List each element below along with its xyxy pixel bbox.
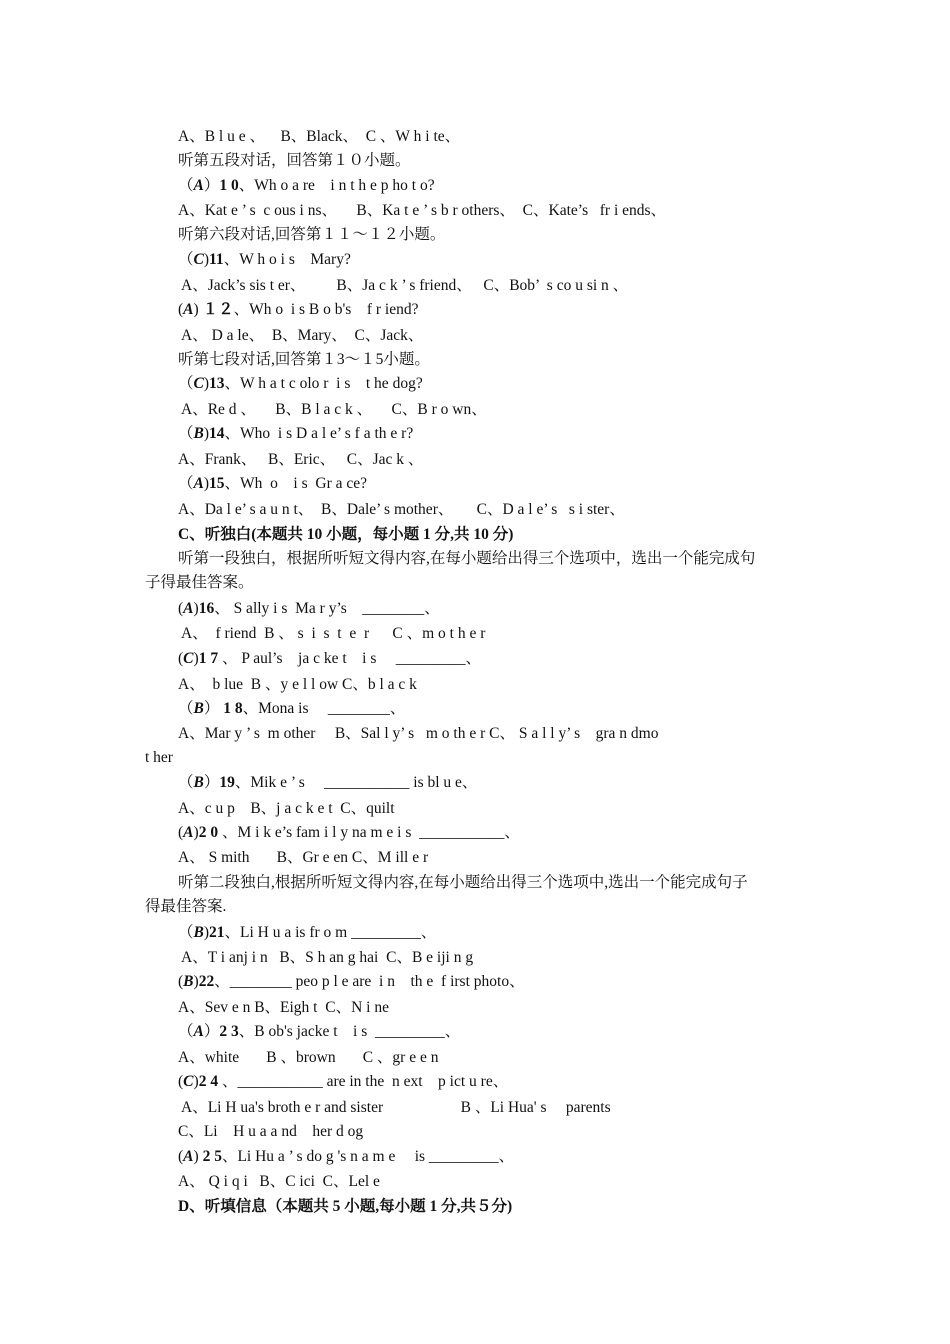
options-q9: A、B l u e 、 B、Black、 C 、W h i te、 — [178, 128, 461, 145]
options-q20: A、 S mith B、Gr e en C、M ill e r — [178, 849, 429, 866]
answer-mark: A — [193, 475, 204, 492]
options-q15: A、Da l e’ s a u n t、 B、Dale’ s mother、 C、D a l e’ s s i ster、 — [178, 501, 625, 518]
question-25: (A) 2 5、Li Hu a ’ s do g 's n a m e is _________、 — [178, 1148, 515, 1165]
question-12: (A) １２、Wh o i s B o b's f r iend? — [178, 301, 419, 318]
instruction-dialog-5: 听第五段对话，回答第１０小题。 — [178, 152, 411, 169]
question-17: (C)1 7 、 P aul’s ja c ke t i s _________、 — [178, 650, 481, 667]
question-24: (C)2 4 、___________ are in the n ext p ict u re、 — [178, 1073, 509, 1090]
question-23: （A）2 3、B ob's jacke t i s _________、 — [178, 1023, 461, 1040]
options-q24-ab: A、Li H ua's broth e r and sister B 、Li Hua' s parents — [178, 1099, 611, 1116]
answer-mark: B — [193, 774, 204, 791]
options-q18-cont: t her — [145, 749, 173, 766]
options-q11: A、Jack’s sis t er、 B、Ja c k ’ s friend、 C、Bob’ s co u si n 、 — [178, 277, 629, 294]
options-q16: A、 f riend B 、 s i s t e r C 、m o t h e r — [178, 625, 486, 642]
question-20: (A)2 0 、M i k e’s fam i l y na m e i s ___________、 — [178, 824, 520, 841]
answer-mark: C — [183, 1073, 194, 1090]
answer-mark: C — [193, 251, 204, 268]
instruction-dialog-7: 听第七段对话,回答第１3～１5小题。 — [178, 351, 430, 368]
answer-mark: A — [183, 1148, 194, 1165]
instruction-monologue-2: 听第二段独白,根据所听短文得内容,在每小题给出得三个选项中,选出一个能完成句子 — [178, 874, 748, 891]
question-22: (B)22、________ peo p l e are i n th e f irst photo、 — [178, 973, 525, 990]
question-14: （B)14、Who i s D a l e’ s f a th e r? — [178, 425, 414, 442]
instruction-monologue-1-cont: 子得最佳答案。 — [145, 574, 254, 591]
answer-mark: A — [193, 1023, 204, 1040]
question-21: （B)21、Li H u a is fr o m _________、 — [178, 924, 437, 941]
options-q10: A、Kat e ’ s c ous i ns、 B、Ka t e ’ s b r others、 C、Kate’s fr i ends、 — [178, 202, 667, 219]
question-16: (A)16、 S ally i s Ma r y’s ________、 — [178, 600, 440, 617]
options-q23: A、white B 、brown C 、gr e e n — [178, 1049, 439, 1066]
instruction-dialog-6: 听第六段对话,回答第１１～１２小题。 — [178, 226, 446, 243]
question-10: （A）1 0、Wh o a re i n t h e p ho t o? — [178, 177, 435, 194]
answer-mark: C — [183, 650, 194, 667]
options-q13: A、Re d 、 B、B l a c k 、 C、B r o wn、 — [178, 401, 487, 418]
answer-mark: B — [183, 973, 194, 990]
answer-mark: A — [193, 177, 204, 194]
section-c-heading: C、听独白(本题共 10 小题，每小题 1 分,共 10 分) — [178, 526, 514, 543]
question-15: （A)15、Wh o i s Gr a ce? — [178, 475, 367, 492]
answer-mark: A — [183, 301, 194, 318]
instruction-monologue-2-cont: 得最佳答案. — [145, 898, 227, 915]
answer-mark: A — [183, 824, 194, 841]
question-11: （C)11、W h o i s Mary? — [178, 251, 351, 268]
instruction-monologue-1: 听第一段独白，根据所听短文得内容,在每小题给出得三个选项中，选出一个能完成句 — [178, 550, 756, 567]
options-q18: A、Mar y ’ s m other B、Sal l y’ s m o th e r C、 S a l l y’ s gra n dmo — [178, 725, 659, 742]
answer-mark: B — [193, 700, 204, 717]
options-q19: A、c u p B、j a c k e t C、quilt — [178, 800, 395, 817]
options-q14: A、Frank、 B、Eric、 C、Jac k 、 — [178, 451, 424, 468]
options-q21: A、T i anj i n B、S h an g hai C、B e iji n g — [178, 949, 474, 966]
answer-mark: B — [193, 924, 204, 941]
options-q17: A、 b lue B 、y e l l ow C、b l a c k — [178, 676, 417, 693]
options-q12: A、 D a le、 B、Mary、 C、Jack、 — [178, 327, 424, 344]
options-q24-c: C、Li H u a a nd her d og — [178, 1123, 364, 1140]
question-13: （C)13、W h a t c olo r i s t he dog? — [178, 375, 423, 392]
options-q22: A、Sev e n B、Eigh t C、N i ne — [178, 999, 389, 1016]
options-q25: A、 Q i q i B、C ici C、Lel e — [178, 1173, 380, 1190]
question-19: （B）19、Mik e ’ s ___________ is bl u e、 — [178, 774, 478, 791]
question-18: （B） 1 8、Mona is ________、 — [178, 700, 406, 717]
section-d-heading: D、听填信息（本题共 5 小题,每小题 1 分,共５分) — [178, 1198, 513, 1215]
answer-mark: B — [193, 425, 204, 442]
answer-mark: A — [183, 600, 194, 617]
answer-mark: C — [193, 375, 204, 392]
